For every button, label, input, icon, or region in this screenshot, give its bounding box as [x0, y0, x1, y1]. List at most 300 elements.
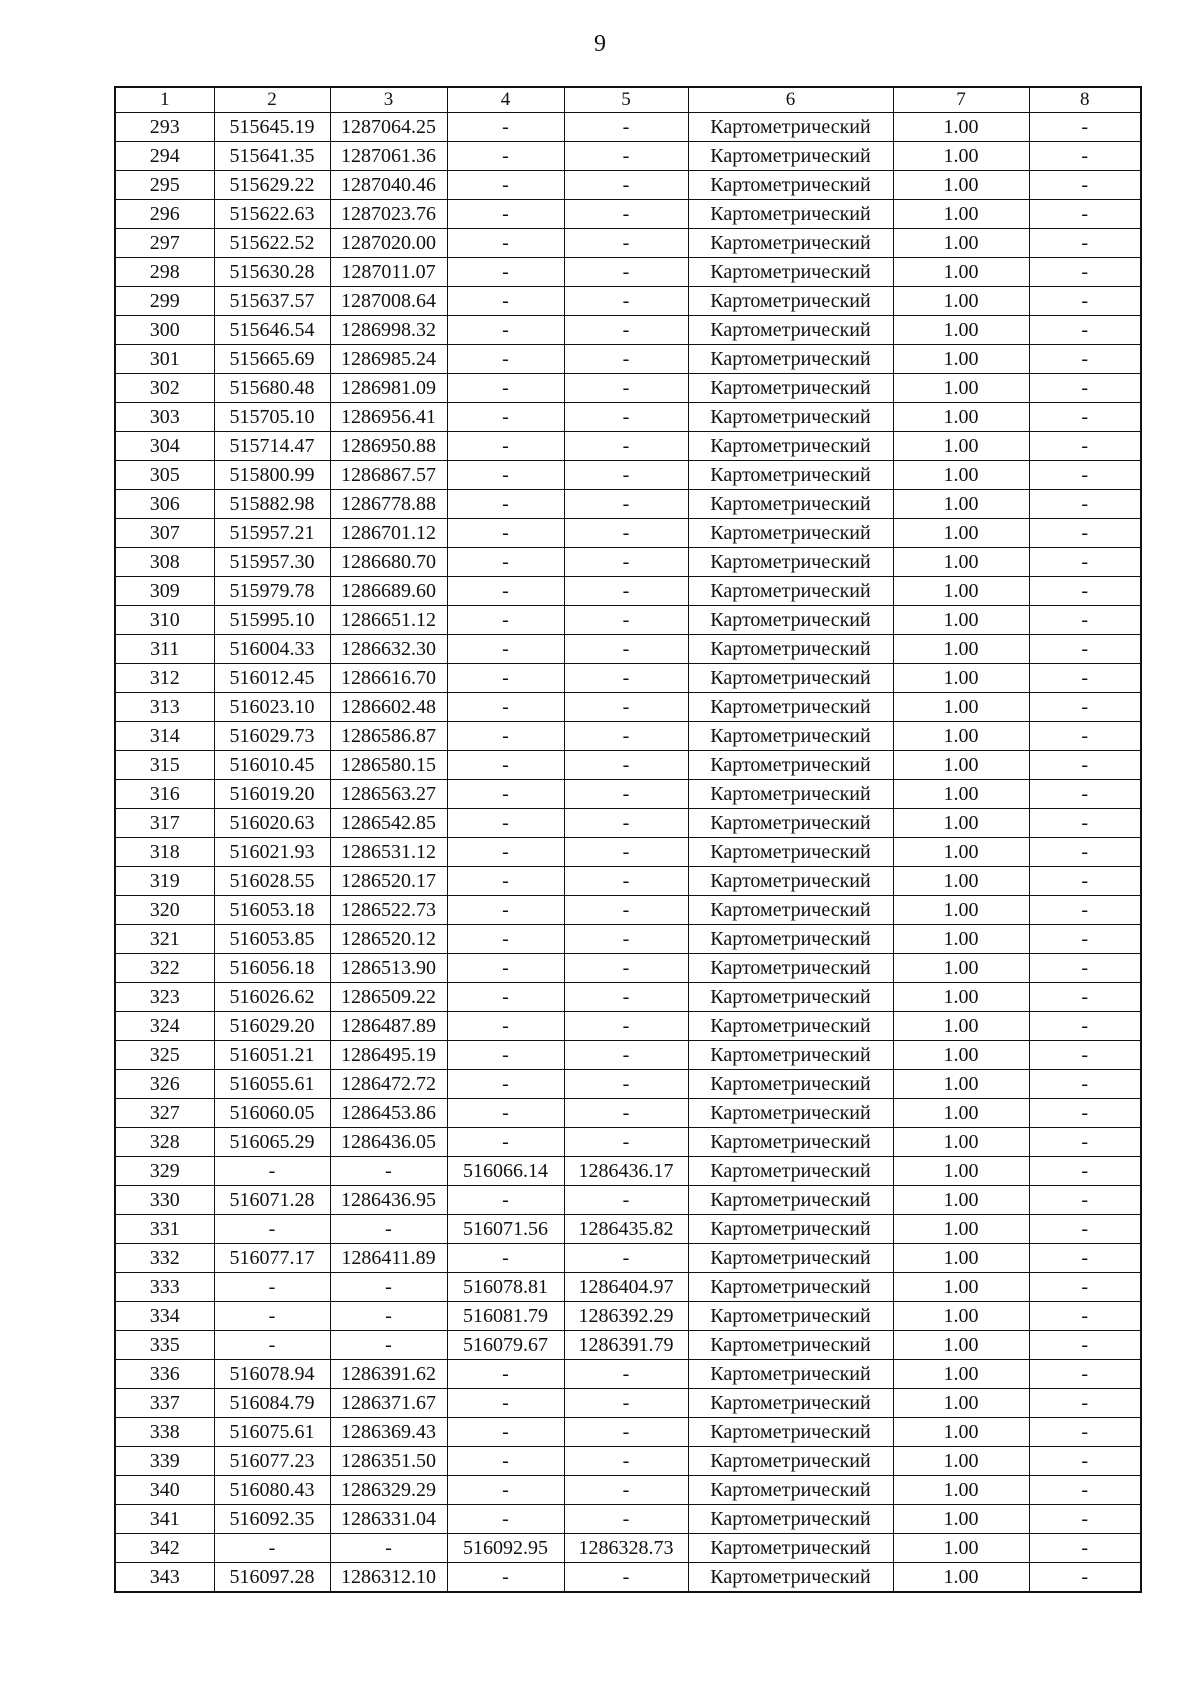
cell-x-coordinate-alt: -	[447, 983, 564, 1012]
cell-x-coordinate: 516029.20	[214, 1012, 330, 1041]
cell-y-coordinate: -	[330, 1302, 447, 1331]
cell-x-coordinate-alt: -	[447, 867, 564, 896]
cell-y-coordinate: -	[330, 1215, 447, 1244]
cell-x-coordinate-alt: -	[447, 461, 564, 490]
cell-x-coordinate-alt: 516081.79	[447, 1302, 564, 1331]
cell-note: -	[1029, 838, 1141, 867]
cell-point-number: 326	[115, 1070, 214, 1099]
cell-point-number: 342	[115, 1534, 214, 1563]
cell-y-coordinate-alt: -	[564, 490, 688, 519]
cell-accuracy: 1.00	[893, 1273, 1029, 1302]
cell-point-number: 302	[115, 374, 214, 403]
cell-method: Картометрический	[688, 229, 893, 258]
cell-accuracy: 1.00	[893, 1070, 1029, 1099]
cell-method: Картометрический	[688, 548, 893, 577]
cell-x-coordinate-alt: -	[447, 1447, 564, 1476]
cell-y-coordinate-alt: -	[564, 925, 688, 954]
cell-accuracy: 1.00	[893, 1128, 1029, 1157]
cell-x-coordinate-alt: -	[447, 200, 564, 229]
cell-y-coordinate: 1286487.89	[330, 1012, 447, 1041]
cell-y-coordinate-alt: -	[564, 577, 688, 606]
cell-x-coordinate: 515665.69	[214, 345, 330, 374]
cell-x-coordinate: 516004.33	[214, 635, 330, 664]
cell-x-coordinate: 516055.61	[214, 1070, 330, 1099]
cell-method: Картометрический	[688, 954, 893, 983]
cell-point-number: 343	[115, 1563, 214, 1593]
table-row	[115, 432, 1141, 461]
cell-y-coordinate: 1286520.12	[330, 925, 447, 954]
cell-x-coordinate: 516020.63	[214, 809, 330, 838]
cell-method: Картометрический	[688, 1099, 893, 1128]
cell-method: Картометрический	[688, 664, 893, 693]
cell-x-coordinate: -	[214, 1157, 330, 1186]
cell-y-coordinate: 1286453.86	[330, 1099, 447, 1128]
cell-y-coordinate-alt: -	[564, 722, 688, 751]
cell-x-coordinate-alt: 516079.67	[447, 1331, 564, 1360]
cell-x-coordinate: 516019.20	[214, 780, 330, 809]
cell-y-coordinate-alt: -	[564, 1505, 688, 1534]
cell-accuracy: 1.00	[893, 1418, 1029, 1447]
cell-x-coordinate: 515995.10	[214, 606, 330, 635]
cell-x-coordinate-alt: -	[447, 1186, 564, 1215]
cell-y-coordinate: 1287011.07	[330, 258, 447, 287]
table-row	[115, 809, 1141, 838]
cell-note: -	[1029, 1302, 1141, 1331]
cell-point-number: 325	[115, 1041, 214, 1070]
cell-method: Картометрический	[688, 432, 893, 461]
cell-method: Картометрический	[688, 1070, 893, 1099]
cell-accuracy: 1.00	[893, 577, 1029, 606]
table-row	[115, 548, 1141, 577]
cell-accuracy: 1.00	[893, 635, 1029, 664]
cell-y-coordinate: 1286531.12	[330, 838, 447, 867]
cell-point-number: 332	[115, 1244, 214, 1273]
cell-x-coordinate-alt: -	[447, 374, 564, 403]
cell-note: -	[1029, 1505, 1141, 1534]
column-header: 3	[330, 87, 447, 113]
table-row	[115, 1012, 1141, 1041]
column-header: 6	[688, 87, 893, 113]
cell-note: -	[1029, 1215, 1141, 1244]
cell-x-coordinate-alt: -	[447, 1099, 564, 1128]
cell-y-coordinate-alt: -	[564, 1244, 688, 1273]
cell-method: Картометрический	[688, 200, 893, 229]
cell-y-coordinate: 1286391.62	[330, 1360, 447, 1389]
cell-point-number: 296	[115, 200, 214, 229]
cell-note: -	[1029, 1244, 1141, 1273]
cell-method: Картометрический	[688, 722, 893, 751]
cell-x-coordinate-alt: -	[447, 142, 564, 171]
cell-method: Картометрический	[688, 1563, 893, 1593]
cell-y-coordinate: 1286495.19	[330, 1041, 447, 1070]
cell-note: -	[1029, 374, 1141, 403]
cell-y-coordinate-alt: -	[564, 1563, 688, 1593]
cell-point-number: 315	[115, 751, 214, 780]
table-row	[115, 1302, 1141, 1331]
cell-point-number: 309	[115, 577, 214, 606]
cell-x-coordinate-alt: -	[447, 838, 564, 867]
table-row	[115, 490, 1141, 519]
cell-point-number: 306	[115, 490, 214, 519]
cell-point-number: 316	[115, 780, 214, 809]
table-row	[115, 316, 1141, 345]
cell-x-coordinate-alt: -	[447, 722, 564, 751]
cell-x-coordinate-alt: -	[447, 751, 564, 780]
cell-note: -	[1029, 606, 1141, 635]
cell-accuracy: 1.00	[893, 606, 1029, 635]
cell-x-coordinate: 516097.28	[214, 1563, 330, 1593]
cell-method: Картометрический	[688, 374, 893, 403]
column-header: 2	[214, 87, 330, 113]
cell-accuracy: 1.00	[893, 983, 1029, 1012]
cell-accuracy: 1.00	[893, 258, 1029, 287]
cell-x-coordinate: 515714.47	[214, 432, 330, 461]
cell-point-number: 319	[115, 867, 214, 896]
cell-x-coordinate: 515641.35	[214, 142, 330, 171]
table-row	[115, 1041, 1141, 1070]
cell-y-coordinate-alt: -	[564, 1099, 688, 1128]
cell-x-coordinate: 515979.78	[214, 577, 330, 606]
cell-x-coordinate-alt: -	[447, 577, 564, 606]
cell-y-coordinate-alt: -	[564, 867, 688, 896]
cell-note: -	[1029, 635, 1141, 664]
cell-x-coordinate-alt: -	[447, 606, 564, 635]
cell-accuracy: 1.00	[893, 316, 1029, 345]
cell-method: Картометрический	[688, 1041, 893, 1070]
table-row	[115, 1244, 1141, 1273]
cell-x-coordinate-alt: -	[447, 1418, 564, 1447]
cell-accuracy: 1.00	[893, 1157, 1029, 1186]
cell-note: -	[1029, 1273, 1141, 1302]
cell-note: -	[1029, 1534, 1141, 1563]
cell-x-coordinate: 516026.62	[214, 983, 330, 1012]
cell-point-number: 307	[115, 519, 214, 548]
cell-point-number: 304	[115, 432, 214, 461]
cell-y-coordinate-alt: -	[564, 1360, 688, 1389]
cell-x-coordinate-alt: -	[447, 925, 564, 954]
cell-note: -	[1029, 229, 1141, 258]
cell-x-coordinate: 515957.21	[214, 519, 330, 548]
cell-y-coordinate: 1286369.43	[330, 1418, 447, 1447]
cell-y-coordinate-alt: -	[564, 693, 688, 722]
cell-point-number: 295	[115, 171, 214, 200]
cell-x-coordinate: 516071.28	[214, 1186, 330, 1215]
cell-method: Картометрический	[688, 1244, 893, 1273]
cell-y-coordinate: 1286701.12	[330, 519, 447, 548]
cell-y-coordinate: 1286472.72	[330, 1070, 447, 1099]
cell-accuracy: 1.00	[893, 809, 1029, 838]
cell-y-coordinate-alt: -	[564, 1070, 688, 1099]
table-row	[115, 1070, 1141, 1099]
cell-method: Картометрический	[688, 693, 893, 722]
cell-method: Картометрический	[688, 519, 893, 548]
cell-y-coordinate-alt: 1286436.17	[564, 1157, 688, 1186]
cell-accuracy: 1.00	[893, 490, 1029, 519]
table-row	[115, 693, 1141, 722]
cell-point-number: 314	[115, 722, 214, 751]
cell-method: Картометрический	[688, 1447, 893, 1476]
cell-x-coordinate-alt: -	[447, 954, 564, 983]
table-row	[115, 374, 1141, 403]
cell-note: -	[1029, 925, 1141, 954]
cell-y-coordinate: -	[330, 1534, 447, 1563]
table-row	[115, 983, 1141, 1012]
cell-x-coordinate: 516021.93	[214, 838, 330, 867]
cell-accuracy: 1.00	[893, 229, 1029, 258]
table-row	[115, 1418, 1141, 1447]
cell-note: -	[1029, 664, 1141, 693]
table-row	[115, 606, 1141, 635]
cell-accuracy: 1.00	[893, 1563, 1029, 1593]
cell-x-coordinate: 516053.18	[214, 896, 330, 925]
cell-y-coordinate: 1287061.36	[330, 142, 447, 171]
table-row	[115, 229, 1141, 258]
cell-method: Картометрический	[688, 316, 893, 345]
cell-accuracy: 1.00	[893, 432, 1029, 461]
cell-point-number: 334	[115, 1302, 214, 1331]
cell-point-number: 300	[115, 316, 214, 345]
cell-x-coordinate: 516080.43	[214, 1476, 330, 1505]
cell-x-coordinate-alt: -	[447, 1128, 564, 1157]
cell-y-coordinate: 1286580.15	[330, 751, 447, 780]
cell-point-number: 337	[115, 1389, 214, 1418]
table-row	[115, 1534, 1141, 1563]
cell-y-coordinate-alt: -	[564, 664, 688, 693]
cell-point-number: 294	[115, 142, 214, 171]
table-row	[115, 838, 1141, 867]
table-row	[115, 287, 1141, 316]
cell-note: -	[1029, 142, 1141, 171]
cell-method: Картометрический	[688, 606, 893, 635]
cell-y-coordinate: 1286436.95	[330, 1186, 447, 1215]
cell-method: Картометрический	[688, 1215, 893, 1244]
cell-x-coordinate-alt: -	[447, 519, 564, 548]
cell-point-number: 303	[115, 403, 214, 432]
cell-y-coordinate: 1286351.50	[330, 1447, 447, 1476]
cell-y-coordinate-alt: -	[564, 374, 688, 403]
cell-y-coordinate-alt: -	[564, 461, 688, 490]
cell-method: Картометрический	[688, 838, 893, 867]
cell-x-coordinate: 515882.98	[214, 490, 330, 519]
cell-point-number: 340	[115, 1476, 214, 1505]
cell-method: Картометрический	[688, 1273, 893, 1302]
cell-x-coordinate-alt: -	[447, 229, 564, 258]
table-row	[115, 258, 1141, 287]
cell-x-coordinate-alt: -	[447, 345, 564, 374]
cell-point-number: 324	[115, 1012, 214, 1041]
cell-x-coordinate: -	[214, 1534, 330, 1563]
cell-accuracy: 1.00	[893, 1041, 1029, 1070]
cell-y-coordinate-alt: -	[564, 838, 688, 867]
cell-point-number: 339	[115, 1447, 214, 1476]
cell-y-coordinate-alt: -	[564, 171, 688, 200]
table-row	[115, 1157, 1141, 1186]
cell-y-coordinate-alt: -	[564, 1447, 688, 1476]
cell-note: -	[1029, 1447, 1141, 1476]
cell-y-coordinate-alt: -	[564, 403, 688, 432]
cell-x-coordinate: 516092.35	[214, 1505, 330, 1534]
cell-method: Картометрический	[688, 1476, 893, 1505]
cell-y-coordinate-alt: -	[564, 519, 688, 548]
cell-point-number: 327	[115, 1099, 214, 1128]
cell-note: -	[1029, 780, 1141, 809]
cell-method: Картометрический	[688, 1418, 893, 1447]
cell-x-coordinate-alt: -	[447, 113, 564, 142]
cell-y-coordinate-alt: -	[564, 954, 688, 983]
cell-x-coordinate-alt: -	[447, 635, 564, 664]
cell-x-coordinate: 516077.23	[214, 1447, 330, 1476]
cell-y-coordinate-alt: -	[564, 200, 688, 229]
cell-note: -	[1029, 867, 1141, 896]
cell-accuracy: 1.00	[893, 664, 1029, 693]
cell-method: Картометрический	[688, 809, 893, 838]
cell-x-coordinate: 516010.45	[214, 751, 330, 780]
cell-x-coordinate-alt: -	[447, 548, 564, 577]
cell-x-coordinate: 516084.79	[214, 1389, 330, 1418]
cell-point-number: 341	[115, 1505, 214, 1534]
cell-point-number: 305	[115, 461, 214, 490]
cell-x-coordinate-alt: -	[447, 780, 564, 809]
cell-y-coordinate: 1286563.27	[330, 780, 447, 809]
cell-note: -	[1029, 983, 1141, 1012]
cell-note: -	[1029, 316, 1141, 345]
cell-y-coordinate-alt: 1286391.79	[564, 1331, 688, 1360]
table-row	[115, 664, 1141, 693]
cell-method: Картометрический	[688, 490, 893, 519]
table-row	[115, 867, 1141, 896]
cell-x-coordinate-alt: -	[447, 490, 564, 519]
table-row	[115, 1331, 1141, 1360]
table-header-row	[115, 87, 1141, 113]
cell-note: -	[1029, 287, 1141, 316]
cell-x-coordinate-alt: -	[447, 432, 564, 461]
cell-y-coordinate-alt: -	[564, 1418, 688, 1447]
cell-x-coordinate: 515622.52	[214, 229, 330, 258]
cell-y-coordinate-alt: -	[564, 606, 688, 635]
table-row	[115, 1563, 1141, 1593]
cell-point-number: 322	[115, 954, 214, 983]
cell-point-number: 323	[115, 983, 214, 1012]
cell-note: -	[1029, 751, 1141, 780]
column-header: 1	[115, 87, 214, 113]
cell-point-number: 311	[115, 635, 214, 664]
cell-x-coordinate-alt: -	[447, 664, 564, 693]
cell-x-coordinate-alt: -	[447, 316, 564, 345]
table-row	[115, 519, 1141, 548]
cell-note: -	[1029, 548, 1141, 577]
cell-accuracy: 1.00	[893, 287, 1029, 316]
cell-note: -	[1029, 200, 1141, 229]
cell-note: -	[1029, 1012, 1141, 1041]
table-row	[115, 635, 1141, 664]
cell-y-coordinate-alt: 1286392.29	[564, 1302, 688, 1331]
cell-point-number: 298	[115, 258, 214, 287]
cell-accuracy: 1.00	[893, 838, 1029, 867]
cell-note: -	[1029, 171, 1141, 200]
cell-y-coordinate: -	[330, 1157, 447, 1186]
cell-method: Картометрический	[688, 461, 893, 490]
cell-method: Картометрический	[688, 1331, 893, 1360]
cell-x-coordinate: 516029.73	[214, 722, 330, 751]
cell-point-number: 328	[115, 1128, 214, 1157]
table-row	[115, 1099, 1141, 1128]
table-row	[115, 403, 1141, 432]
cell-accuracy: 1.00	[893, 1534, 1029, 1563]
cell-x-coordinate: -	[214, 1302, 330, 1331]
cell-method: Картометрический	[688, 1157, 893, 1186]
cell-note: -	[1029, 461, 1141, 490]
cell-x-coordinate: 515637.57	[214, 287, 330, 316]
cell-accuracy: 1.00	[893, 867, 1029, 896]
cell-x-coordinate-alt: 516078.81	[447, 1273, 564, 1302]
cell-y-coordinate-alt: -	[564, 809, 688, 838]
cell-method: Картометрический	[688, 287, 893, 316]
cell-method: Картометрический	[688, 1505, 893, 1534]
cell-accuracy: 1.00	[893, 1012, 1029, 1041]
cell-y-coordinate-alt: -	[564, 780, 688, 809]
cell-x-coordinate-alt: -	[447, 1476, 564, 1505]
cell-note: -	[1029, 432, 1141, 461]
cell-method: Картометрический	[688, 1302, 893, 1331]
cell-y-coordinate-alt: -	[564, 432, 688, 461]
cell-y-coordinate-alt: -	[564, 983, 688, 1012]
cell-accuracy: 1.00	[893, 461, 1029, 490]
cell-note: -	[1029, 809, 1141, 838]
cell-x-coordinate-alt: -	[447, 1244, 564, 1273]
cell-y-coordinate: 1286522.73	[330, 896, 447, 925]
cell-accuracy: 1.00	[893, 374, 1029, 403]
cell-y-coordinate-alt: -	[564, 287, 688, 316]
cell-y-coordinate-alt: -	[564, 1186, 688, 1215]
cell-x-coordinate-alt: 516071.56	[447, 1215, 564, 1244]
cell-accuracy: 1.00	[893, 954, 1029, 983]
cell-method: Картометрический	[688, 142, 893, 171]
cell-accuracy: 1.00	[893, 1505, 1029, 1534]
table-row	[115, 171, 1141, 200]
cell-accuracy: 1.00	[893, 1186, 1029, 1215]
table-row	[115, 142, 1141, 171]
cell-point-number: 335	[115, 1331, 214, 1360]
cell-accuracy: 1.00	[893, 200, 1029, 229]
cell-accuracy: 1.00	[893, 896, 1029, 925]
cell-x-coordinate: 515629.22	[214, 171, 330, 200]
cell-note: -	[1029, 1331, 1141, 1360]
cell-y-coordinate: 1286411.89	[330, 1244, 447, 1273]
cell-note: -	[1029, 113, 1141, 142]
cell-method: Картометрический	[688, 867, 893, 896]
cell-x-coordinate-alt: -	[447, 403, 564, 432]
cell-accuracy: 1.00	[893, 113, 1029, 142]
cell-x-coordinate-alt: -	[447, 1389, 564, 1418]
cell-note: -	[1029, 1563, 1141, 1593]
cell-note: -	[1029, 345, 1141, 374]
table-row	[115, 577, 1141, 606]
cell-point-number: 338	[115, 1418, 214, 1447]
cell-y-coordinate-alt: -	[564, 1128, 688, 1157]
cell-x-coordinate: 515680.48	[214, 374, 330, 403]
cell-note: -	[1029, 954, 1141, 983]
table-row	[115, 925, 1141, 954]
cell-point-number: 321	[115, 925, 214, 954]
cell-method: Картометрический	[688, 1360, 893, 1389]
cell-point-number: 312	[115, 664, 214, 693]
cell-x-coordinate-alt: -	[447, 1360, 564, 1389]
cell-accuracy: 1.00	[893, 751, 1029, 780]
cell-y-coordinate-alt: 1286435.82	[564, 1215, 688, 1244]
cell-x-coordinate-alt: -	[447, 809, 564, 838]
cell-y-coordinate-alt: -	[564, 229, 688, 258]
cell-note: -	[1029, 1099, 1141, 1128]
